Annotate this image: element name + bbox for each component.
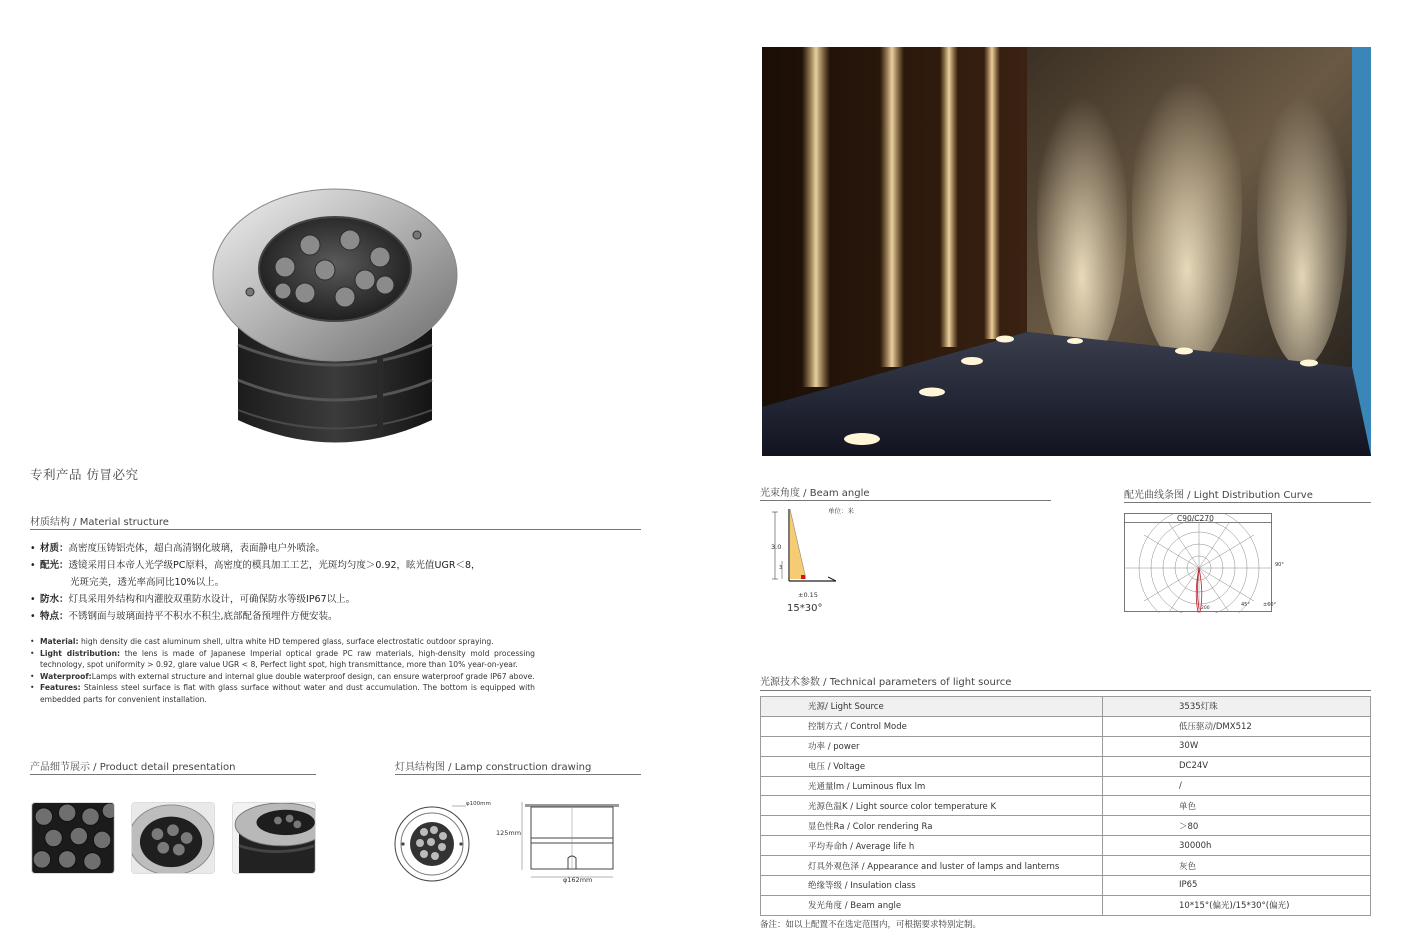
beam-divider xyxy=(760,500,1051,501)
dim-height-label: 125mm xyxy=(496,829,522,837)
product-image xyxy=(205,185,465,455)
curve-label-90: 90° xyxy=(1275,562,1284,568)
material-section-title: 材质结构 / Material structure xyxy=(30,517,169,528)
material-cn-list xyxy=(30,540,630,625)
spec-key: 灯具外观色泽 / Appearance and luster of lamps and lanterns xyxy=(761,856,1103,876)
spec-value: 10*15°(偏光)/15*30°(偏光) xyxy=(1103,895,1371,915)
material-en-list xyxy=(30,636,535,705)
spec-key: 光通量lm / Luminous flux lm xyxy=(761,776,1103,796)
detail-thumbnail-side xyxy=(232,802,316,874)
dim-top-label: φ100mm xyxy=(466,801,491,807)
table-note: 备注：如以上配置不在选定范围内，可根据要求特别定制。 xyxy=(760,920,982,930)
list-item: • Material: high density die cast aluminum shell, ultra white HD tempered glass, surface electrostatic outdoor spraying. xyxy=(30,636,535,648)
spec-key: 绝缘等级 / Insulation class xyxy=(761,876,1103,896)
list-item: • Light distribution: the lens is made of Japanese Imperial optical grade PC raw materials, high-density mold processing technology, spot uniformity > 0.92, glare value UGR < 8, Perfect light spot, high transmittance, more than 10% year-on-year. xyxy=(30,648,535,671)
spec-key: 显色性Ra / Color rendering Ra xyxy=(761,816,1103,836)
spec-key: 发光角度 / Beam angle xyxy=(761,895,1103,915)
curve-label-60: ±60° xyxy=(1263,602,1277,608)
spec-value: 30000h xyxy=(1103,836,1371,856)
curve-section-title: 配光曲线条图 / Light Distribution Curve xyxy=(1124,490,1313,501)
light-distribution-curve xyxy=(1124,513,1284,613)
detail-section-title: 产品细节展示 / Product detail presentation xyxy=(30,762,236,773)
spec-value: IP65 xyxy=(1103,876,1371,896)
table-row xyxy=(761,876,1371,896)
table-row xyxy=(761,697,1371,717)
spec-value: 灰色 xyxy=(1103,856,1371,876)
spec-value: ＞80 xyxy=(1103,816,1371,836)
beam-height-label: 3.0 xyxy=(771,543,782,551)
detail-thumbnail-top xyxy=(131,802,215,874)
spec-value: 单色 xyxy=(1103,796,1371,816)
construction-side-view xyxy=(515,800,625,880)
spec-key: 光源色温K / Light source color temperature K xyxy=(761,796,1103,816)
spec-key: 功率 / power xyxy=(761,736,1103,756)
detail-thumbnail-lens xyxy=(31,802,115,874)
list-item: • Features: Stainless steel surface is flat with glass surface without water and dust accumulation. The bottom is equipped with embedded parts for convenient installation. xyxy=(30,682,535,705)
list-item: • 特点：不锈钢面与玻璃面持平不积水不积尘,底部配备预埋件方便安装。 xyxy=(30,608,630,625)
table-row xyxy=(761,716,1371,736)
table-row xyxy=(761,895,1371,915)
beam-small-label: ±0.15 xyxy=(798,591,818,599)
table-row xyxy=(761,816,1371,836)
dim-bottom-label: φ162mm xyxy=(563,876,593,884)
spec-key: 电压 / Voltage xyxy=(761,756,1103,776)
beam-unit-label: 单位：米 xyxy=(828,507,854,515)
detail-divider xyxy=(30,774,316,775)
table-row xyxy=(761,856,1371,876)
list-item: • 配光：透镜采用日本帝人光学级PC原料，高密度的模具加工工艺，光斑均匀度＞0.92，眩光值UGR＜8， xyxy=(30,557,630,574)
drawing-section-title: 灯具结构图 / Lamp construction drawing xyxy=(395,762,592,773)
spec-value: 30W xyxy=(1103,736,1371,756)
spec-value: 3535灯珠 xyxy=(1103,697,1371,717)
table-row xyxy=(761,836,1371,856)
spec-value: DC24V xyxy=(1103,756,1371,776)
curve-divider xyxy=(1124,502,1371,503)
spec-key: 光源/ Light Source xyxy=(761,697,1103,717)
curve-header: C90/C270 xyxy=(1177,514,1214,523)
list-item: • 材质：高密度压铸铝壳体，超白高清钢化玻璃，表面静电户外喷涂。 xyxy=(30,540,630,557)
drawing-divider xyxy=(395,774,641,775)
beam-angle-value: 15*30° xyxy=(787,603,823,614)
beam-section-title: 光束角度 / Beam angle xyxy=(760,488,870,499)
application-photo xyxy=(762,47,1371,456)
tech-section-title: 光源技术参数 / Technical parameters of light source xyxy=(760,677,1012,688)
beam-side-label: 3 xyxy=(779,565,783,571)
tech-divider xyxy=(760,690,1371,691)
table-row xyxy=(761,756,1371,776)
spec-value: / xyxy=(1103,776,1371,796)
construction-top-view xyxy=(390,798,480,888)
spec-key: 控制方式 / Control Mode xyxy=(761,716,1103,736)
spec-key: 平均寿命h / Average life h xyxy=(761,836,1103,856)
spec-value: 低压驱动/DMX512 xyxy=(1103,716,1371,736)
list-item: • 防水：灯具采用外结构和内灌胶双重防水设计，可确保防水等级IP67以上。 xyxy=(30,591,630,608)
list-item: • Waterproof:Lamps with external structure and internal glue double waterproof design, can ensure waterproof grade IP67 above. xyxy=(30,671,535,683)
spec-table xyxy=(760,696,1371,916)
slogan: 专利产品 仿冒必究 xyxy=(30,467,139,482)
table-row xyxy=(761,796,1371,816)
table-row xyxy=(761,776,1371,796)
material-divider xyxy=(30,529,641,530)
curve-label-bottom: 200 xyxy=(1201,606,1210,611)
list-item-continuation: 光斑完美，透光率高同比10%以上。 xyxy=(70,577,225,588)
table-row xyxy=(761,736,1371,756)
curve-label-45: 45° xyxy=(1241,602,1250,608)
